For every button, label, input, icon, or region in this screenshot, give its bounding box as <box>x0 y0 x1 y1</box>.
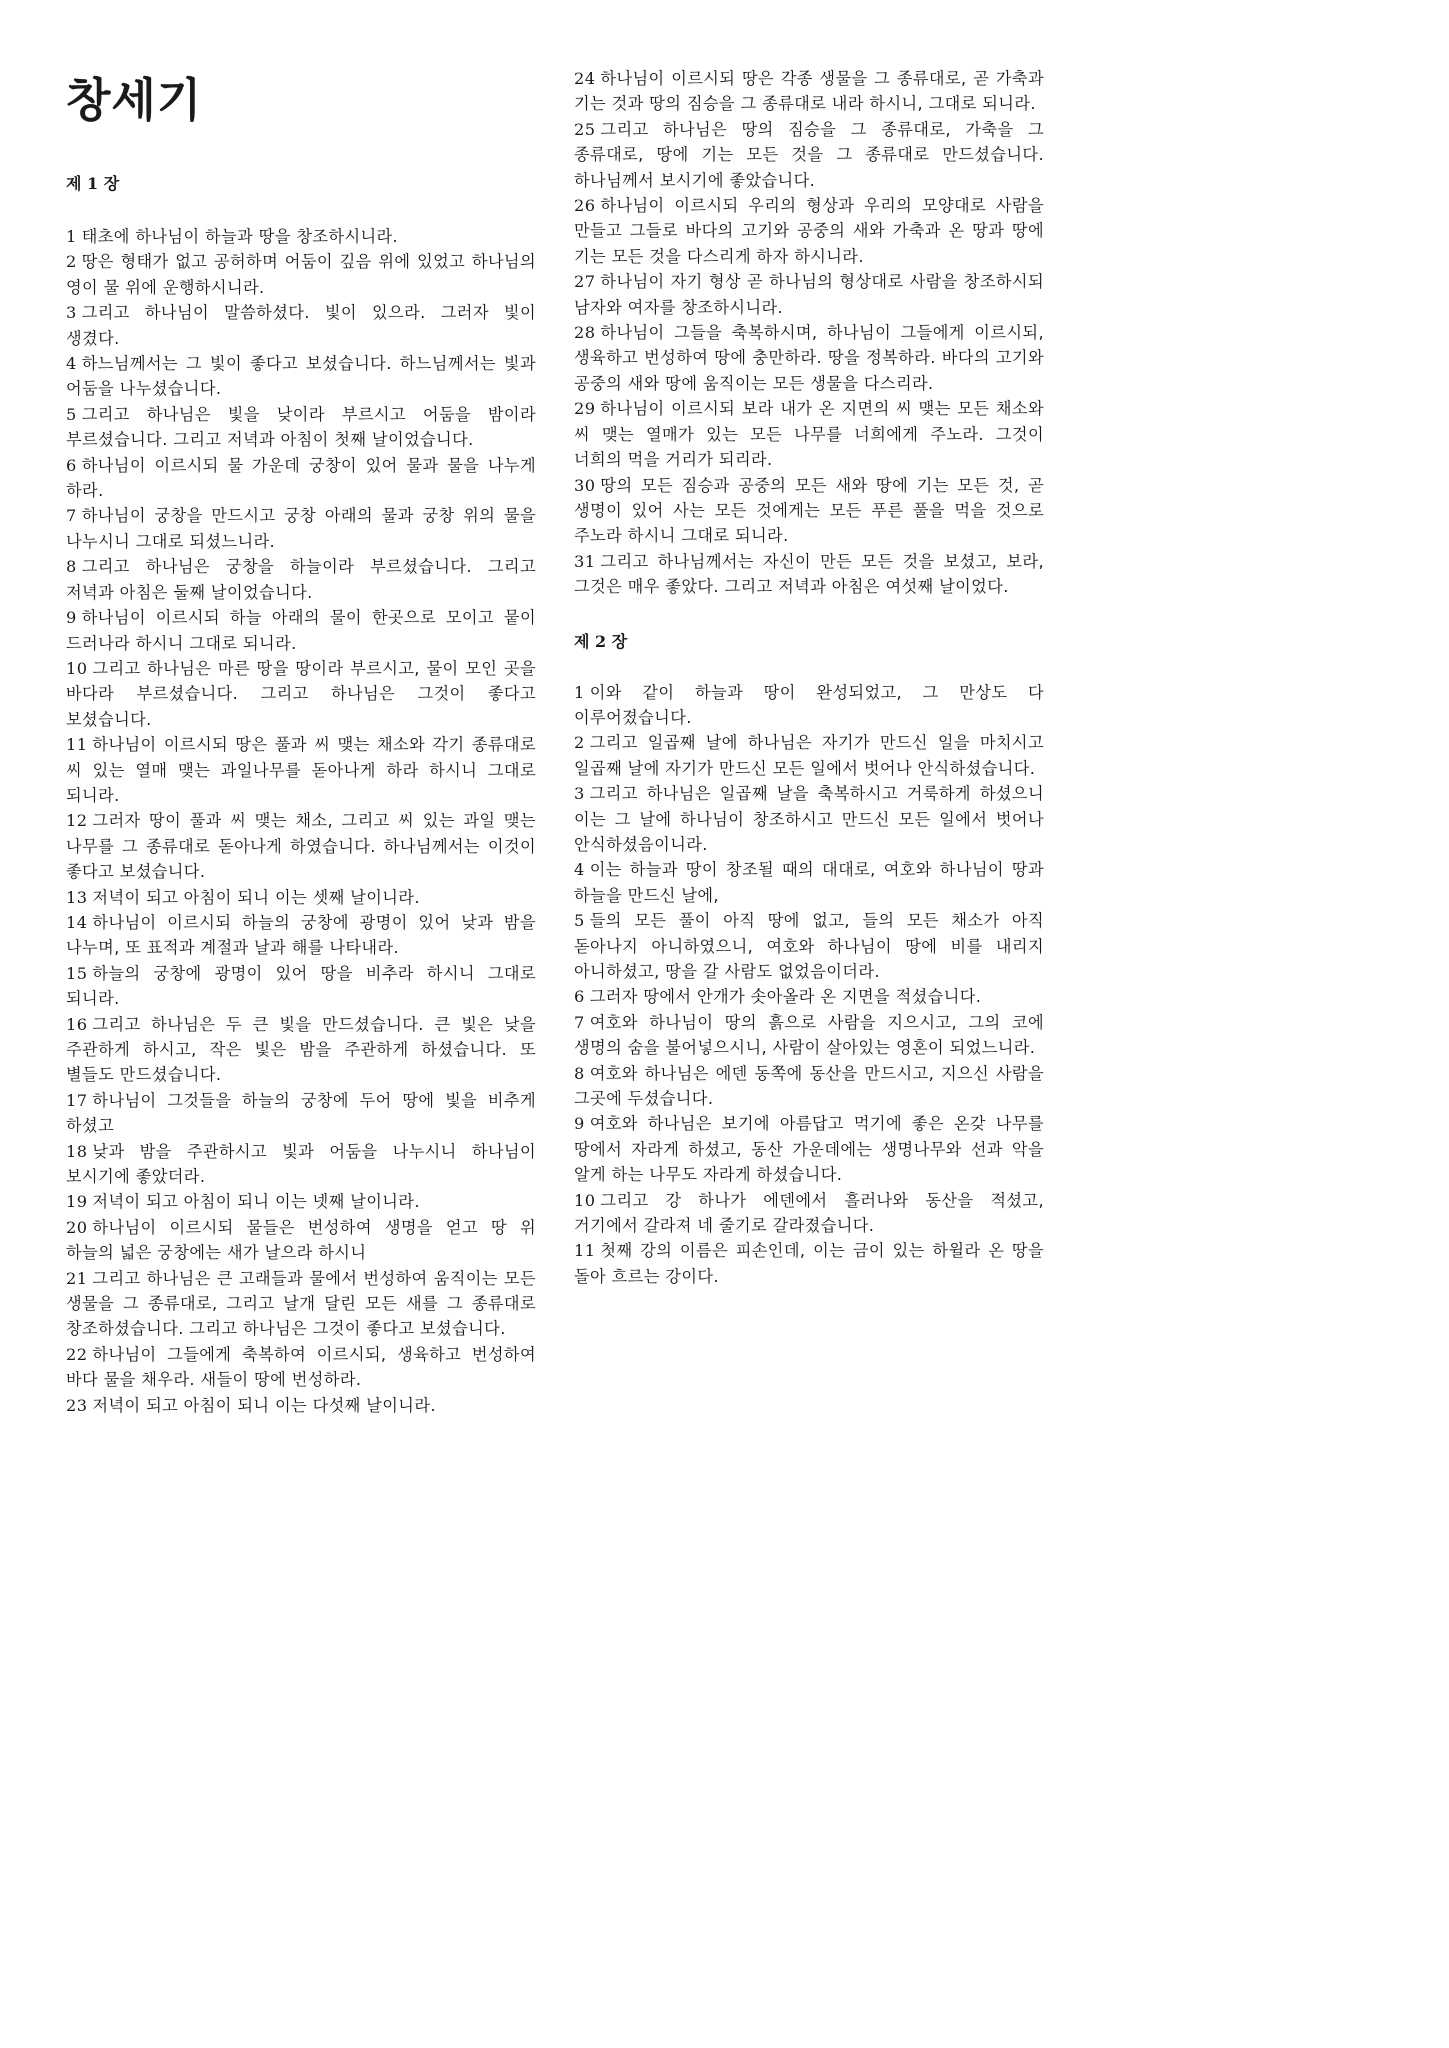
verse-number: 21 <box>66 1268 88 1288</box>
verse <box>66 808 536 884</box>
verse <box>574 269 1044 320</box>
verse <box>66 1012 536 1088</box>
verse <box>66 503 536 554</box>
verse-text: 첫째 강의 이름은 피손인데, 이는 금이 있는 하윌라 온 땅을 돌아 흐르는 강이다. <box>574 1241 1044 1286</box>
verse <box>66 1139 536 1190</box>
verse-text: 낮과 밤을 주관하시고 빛과 어둠을 나누시니 하나님이 보시기에 좋았더라. <box>66 1141 536 1187</box>
verse <box>574 1111 1044 1187</box>
verse-text: 하나님이 이르시되 물들은 번성하여 생명을 얻고 땅 위 하늘의 넓은 궁창에는 새가 날으라 하시니 <box>66 1217 536 1263</box>
verse-text: 하느님께서는 그 빛이 좋다고 보셨습니다. 하느님께서는 빛과 어둠을 나누셨습니다. <box>66 354 536 399</box>
verse-text: 이는 하늘과 땅이 창조될 때의 대대로, 여호와 하나님이 땅과 하늘을 만드신 날에, <box>574 860 1044 905</box>
verse-number: 22 <box>66 1344 88 1364</box>
verse-text: 하나님이 자기 형상 곧 하나님의 형상대로 사람을 창조하시되 남자와 여자를 창조하시니라. <box>574 272 1044 317</box>
verse-text: 하나님이 이르시되 우리의 형상과 우리의 모양대로 사람을 만들고 그들로 바다의 고기와 공중의 새와 가축과 온 땅과 땅에 기는 모든 것을 다스리게 하자 하시니라. <box>574 196 1044 266</box>
verse-text: 그리고 하나님은 두 큰 빛을 만드셨습니다. 큰 빛은 낮을 주관하게 하시고, 작은 빛은 밤을 주관하게 하셨습니다. 또 별들도 만드셨습니다. <box>66 1014 536 1085</box>
right-column <box>574 0 1044 1289</box>
verse-number: 11 <box>574 1241 596 1261</box>
verse-text: 그리고 하나님은 땅의 짐승을 그 종류대로, 가축을 그 종류대로, 땅에 기는 모든 것을 그 종류대로 만드셨습니다. 하나님께서 보시기에 좋았습니다. <box>574 119 1044 190</box>
verse-number: 26 <box>574 196 596 216</box>
verse <box>66 1393 536 1418</box>
verse-number: 30 <box>574 475 596 495</box>
verse-text: 하나님이 이르시되 보라 내가 온 지면의 씨 맺는 모든 채소와 씨 맺는 열매가 있는 모든 나무를 너희에게 주노라. 그것이 너희의 먹을 거리가 되리라. <box>574 399 1044 470</box>
verse <box>66 453 536 504</box>
verse-text: 하나님이 그것들을 하늘의 궁창에 두어 땅에 빛을 비추게 하셨고 <box>66 1090 536 1136</box>
verse-text: 들의 모든 풀이 아직 땅에 없고, 들의 모든 채소가 아직 돋아나지 아니하였으니, 여호와 하나님이 땅에 비를 내리지 아니하셨고, 땅을 갈 사람도 없었음이더라. <box>574 911 1044 981</box>
verse-number: 6 <box>66 455 77 475</box>
verse <box>574 193 1044 269</box>
verse <box>574 1188 1044 1239</box>
verse-number: 10 <box>66 658 88 678</box>
verse-list-chapter-1-part-1 <box>66 224 536 1418</box>
verse-number: 12 <box>66 811 88 831</box>
verse <box>66 300 536 351</box>
verse-number: 1 <box>574 682 585 702</box>
verse-list-chapter-1-part-2 <box>574 66 1044 600</box>
verse-number: 8 <box>574 1063 585 1083</box>
verse-number: 9 <box>66 608 77 628</box>
verse <box>66 732 536 808</box>
verse <box>66 910 536 961</box>
verse <box>66 1189 536 1214</box>
verse <box>66 1215 536 1266</box>
verse-text: 그리고 하나님은 궁창을 하늘이라 부르셨습니다. 그리고 저녁과 아침은 둘째 날이었습니다. <box>66 557 536 602</box>
verse-text: 땅은 형태가 없고 공허하며 어둠이 깊음 위에 있었고 하나님의 영이 물 위에 운행하시니라. <box>66 252 536 297</box>
verse-text: 태초에 하나님이 하늘과 땅을 창조하시니라. <box>81 227 399 246</box>
verse <box>574 549 1044 600</box>
verse-number: 4 <box>574 860 585 880</box>
verse-text: 여호와 하나님은 보기에 아름답고 먹기에 좋은 온갖 나무를 땅에서 자라게 하셨고, 동산 가운데에는 생명나무와 선과 악을 알게 하는 나무도 자라게 하셨습니다. <box>574 1114 1044 1185</box>
verse <box>574 396 1044 472</box>
verse-text: 그리고 하나님께서는 자신이 만든 모든 것을 보셨고, 보라, 그것은 매우 좋았다. 그리고 저녁과 아침은 여섯째 날이었다. <box>574 551 1044 597</box>
verse <box>574 117 1044 193</box>
verse <box>574 1061 1044 1112</box>
verse-number: 31 <box>574 551 596 571</box>
verse-text: 그러자 땅이 풀과 씨 맺는 채소, 그리고 씨 있는 과일 맺는 나무를 그 종류대로 돋아나게 하였습니다. 하나님께서는 이것이 좋다고 보셨습니다. <box>66 811 536 882</box>
verse-number: 13 <box>66 887 88 907</box>
verse-text: 하나님이 그들을 축복하시며, 하나님이 그들에게 이르시되, 생육하고 번성하여 땅에 충만하라. 땅을 정복하라. 바다의 고기와 공중의 새와 땅에 움직이는 모든 생물을 다스리라. <box>574 323 1044 393</box>
verse-number: 1 <box>66 227 77 246</box>
verse-text: 이와 같이 하늘과 땅이 완성되었고, 그 만상도 다 이루어졌습니다. <box>574 682 1044 727</box>
verse-number: 18 <box>66 1141 88 1161</box>
verse-text: 그리고 하나님은 일곱째 날을 축복하시고 거룩하게 하셨으니 이는 그 날에 하나님이 창조하시고 만드신 모든 일에서 벗어나 안식하셨음이니라. <box>574 784 1044 854</box>
verse-number: 24 <box>574 69 596 88</box>
verse-text: 하나님이 이르시되 땅은 풀과 씨 맺는 채소와 각기 종류대로 씨 있는 열매 맺는 과일나무를 돋아나게 하라 하시니 그대로 되니라. <box>66 735 536 805</box>
chapter-heading-1: 제 1 장 <box>66 174 120 193</box>
verse-text: 하나님이 이르시되 하늘의 궁창에 광명이 있어 낮과 밤을 나누며, 또 표적과 계절과 날과 해를 나타내라. <box>66 912 536 958</box>
verse-text: 그리고 강 하나가 에덴에서 흘러나와 동산을 적셨고, 거기에서 갈라져 네 줄기로 갈라졌습니다. <box>574 1190 1044 1236</box>
verse <box>66 402 536 453</box>
verse-number: 10 <box>574 1190 596 1210</box>
verse-text: 하나님이 그들에게 축복하여 이르시되, 생육하고 번성하여 바다 물을 채우라. 새들이 땅에 번성하라. <box>66 1344 536 1390</box>
verse-number: 2 <box>574 733 585 753</box>
verse-text: 그리고 하나님은 마른 땅을 땅이라 부르시고, 물이 모인 곳을 바다라 부르셨습니다. 그리고 하나님은 그것이 좋다고 보셨습니다. <box>66 658 536 729</box>
verse <box>66 351 536 402</box>
verse-list-chapter-2 <box>574 680 1044 1290</box>
verse-text: 하나님이 이르시되 하늘 아래의 물이 한곳으로 모이고 뭍이 드러나라 하시니 그대로 되니라. <box>66 608 536 653</box>
verse-number: 5 <box>66 404 77 424</box>
verse <box>574 908 1044 984</box>
verse-number: 7 <box>66 506 77 526</box>
verse-text: 여호와 하나님이 땅의 흙으로 사람을 지으시고, 그의 코에 생명의 숨을 불어넣으시니, 사람이 살아있는 영혼이 되었느니라. <box>574 1012 1044 1058</box>
verse <box>574 730 1044 781</box>
book-title: 창세기 <box>66 73 203 127</box>
verse-text: 그리고 일곱째 날에 하나님은 자기가 만드신 일을 마치시고 일곱째 날에 자기가 만드신 모든 일에서 벗어나 안식하셨습니다. <box>574 733 1044 778</box>
verse <box>66 1266 536 1342</box>
verse-text: 하늘의 궁창에 광명이 있어 땅을 비추라 하시니 그대로 되니라. <box>66 963 536 1009</box>
verse-number: 15 <box>66 963 88 983</box>
left-column <box>66 0 536 1418</box>
verse-text: 저녁이 되고 아침이 되니 이는 다섯째 날이니라. <box>92 1395 436 1415</box>
verse-text: 여호와 하나님은 에덴 동쪽에 동산을 만드시고, 지으신 사람을 그곳에 두셨습니다. <box>574 1063 1044 1109</box>
verse <box>66 1342 536 1393</box>
verse <box>574 680 1044 731</box>
verse-number: 8 <box>66 557 77 577</box>
verse-text: 그리고 하나님은 큰 고래들과 물에서 번성하여 움직이는 모든 생물을 그 종류대로, 그리고 날개 달린 모든 새를 그 종류대로 창조하셨습니다. 그리고 하나님은 그것이 좋다고 보셨습니다. <box>66 1268 536 1339</box>
verse-text: 하나님이 이르시되 물 가운데 궁창이 있어 물과 물을 나누게 하라. <box>66 455 536 501</box>
verse <box>66 605 536 656</box>
verse <box>574 1010 1044 1061</box>
verse <box>574 320 1044 396</box>
verse <box>574 857 1044 908</box>
verse <box>66 249 536 300</box>
verse-number: 6 <box>574 987 585 1007</box>
verse-text: 그리고 하나님은 빛을 낮이라 부르시고 어둠을 밤이라 부르셨습니다. 그리고 저녁과 아침이 첫째 날이었습니다. <box>66 404 536 450</box>
verse-number: 3 <box>574 784 585 804</box>
verse-number: 16 <box>66 1014 88 1034</box>
verse <box>66 554 536 605</box>
verse-number: 17 <box>66 1090 88 1110</box>
verse <box>66 656 536 732</box>
verse-text: 저녁이 되고 아침이 되니 이는 넷째 날이니라. <box>92 1192 420 1212</box>
verse-text: 그러자 땅에서 안개가 솟아올라 온 지면을 적셨습니다. <box>589 987 982 1007</box>
verse-text: 저녁이 되고 아침이 되니 이는 셋째 날이니라. <box>92 887 420 907</box>
verse <box>66 1088 536 1139</box>
verse-number: 5 <box>574 911 585 931</box>
verse <box>574 473 1044 549</box>
verse-number: 27 <box>574 272 596 292</box>
verse-number: 4 <box>66 354 77 374</box>
verse <box>574 781 1044 857</box>
verse-number: 28 <box>574 323 596 343</box>
verse <box>574 66 1044 117</box>
verse-number: 2 <box>66 252 77 272</box>
verse-text: 그리고 하나님이 말씀하셨다. 빛이 있으라. 그러자 빛이 생겼다. <box>66 303 536 348</box>
verse-number: 29 <box>574 399 596 419</box>
verse <box>574 984 1044 1009</box>
verse-number: 11 <box>66 735 88 755</box>
verse-text: 하나님이 궁창을 만드시고 궁창 아래의 물과 궁창 위의 물을 나누시니 그대로 되셨느니라. <box>66 506 536 551</box>
verse-number: 7 <box>574 1012 585 1032</box>
verse-number: 19 <box>66 1192 88 1212</box>
verse <box>66 961 536 1012</box>
verse-number: 23 <box>66 1395 88 1415</box>
verse-number: 14 <box>66 912 88 932</box>
verse-number: 9 <box>574 1114 585 1134</box>
verse-text: 하나님이 이르시되 땅은 각종 생물을 그 종류대로, 곧 가축과 기는 것과 땅의 짐승을 그 종류대로 내라 하시니, 그대로 되니라. <box>574 69 1044 114</box>
verse-number: 25 <box>574 119 596 139</box>
verse <box>66 885 536 910</box>
verse-text: 땅의 모든 짐승과 공중의 모든 새와 땅에 기는 모든 것, 곧 생명이 있어 사는 모든 것에게는 모든 푸른 풀을 먹을 것으로 주노라 하시니 그대로 되니라. <box>574 475 1044 546</box>
chapter-heading-2: 제 2 장 <box>574 631 628 651</box>
verse <box>66 224 536 249</box>
verse-number: 20 <box>66 1217 88 1237</box>
verse <box>574 1238 1044 1289</box>
verse-number: 3 <box>66 303 77 323</box>
